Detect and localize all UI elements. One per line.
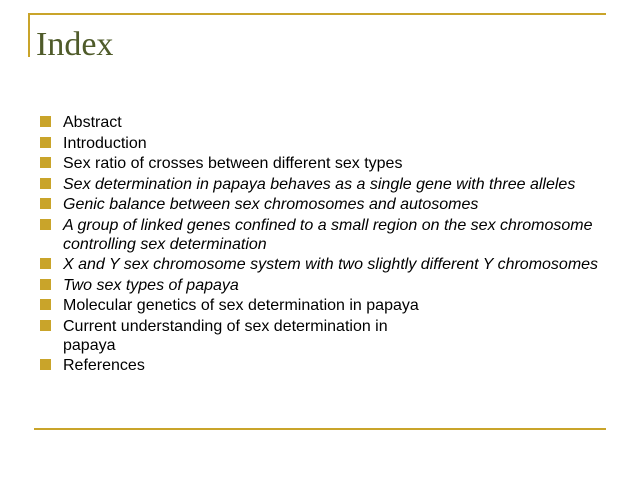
square-bullet-icon xyxy=(40,178,51,189)
list-item-text: Sex ratio of crosses between different sex types xyxy=(63,155,403,172)
list-item-text: Genic balance between sex chromosomes and autosomes xyxy=(63,196,479,213)
bottom-divider xyxy=(34,428,606,430)
square-bullet-icon xyxy=(40,320,51,331)
square-bullet-icon xyxy=(40,137,51,148)
list-item xyxy=(40,154,600,173)
page-title: Index xyxy=(36,26,114,63)
list-item xyxy=(40,113,600,132)
square-bullet-icon xyxy=(40,299,51,310)
list-item-text: Sex determination in papaya behaves as a single gene with three alleles xyxy=(63,175,576,193)
list-item xyxy=(40,356,600,375)
square-bullet-icon xyxy=(40,116,51,127)
list-item-text: Molecular genetics of sex determination in papaya xyxy=(63,297,419,314)
list-item xyxy=(40,255,600,274)
left-divider xyxy=(28,13,30,57)
square-bullet-icon xyxy=(40,157,51,168)
top-divider xyxy=(28,13,606,15)
list-item-text: Introduction xyxy=(63,134,147,152)
square-bullet-icon xyxy=(40,258,51,269)
square-bullet-icon xyxy=(40,279,51,290)
list-item-text: A group of linked genes confined to a small region on the sex chromosome controlling sex determination xyxy=(63,216,593,253)
list-item-text: Two sex types of papaya xyxy=(63,276,239,294)
list-item xyxy=(40,317,600,355)
square-bullet-icon xyxy=(40,198,51,209)
list-item-text: Abstract xyxy=(63,114,122,131)
list-item-text: Current understanding of sex determination in papaya xyxy=(63,317,388,354)
list-item xyxy=(40,296,600,315)
list-item xyxy=(40,134,600,153)
square-bullet-icon xyxy=(40,359,51,370)
list-item xyxy=(40,216,600,254)
list-item-text: References xyxy=(63,357,145,374)
square-bullet-icon xyxy=(40,219,51,230)
bullet-list xyxy=(40,113,600,377)
list-item xyxy=(40,276,600,295)
list-item xyxy=(40,195,600,214)
list-item-text: X and Y sex chromosome system with two slightly different Y chromosomes xyxy=(63,256,599,273)
list-item xyxy=(40,175,600,194)
